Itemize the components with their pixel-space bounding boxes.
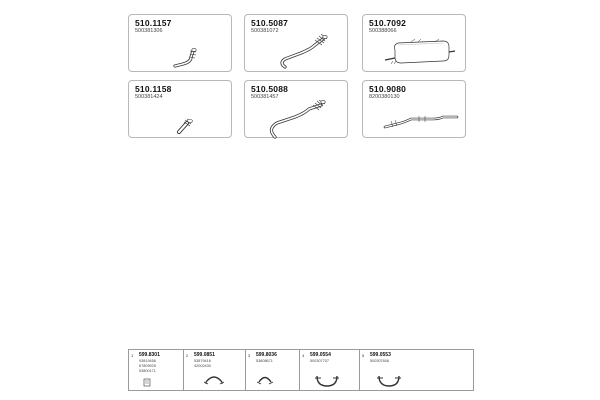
item-number: 2 (186, 353, 189, 358)
oem-number: 500381306 (135, 28, 163, 34)
accessory-code: 599.0851 (194, 352, 215, 358)
s-curve-pipe-icon (245, 81, 349, 139)
short-pipe-icon (129, 81, 233, 139)
u-clamp-icon (360, 350, 474, 390)
part-card[interactable] (362, 14, 466, 72)
accessory-ref: 42002430 (194, 364, 211, 368)
curved-pipe-icon (245, 15, 349, 73)
silencer-icon (363, 15, 467, 73)
u-clamp-icon (300, 350, 360, 390)
part-code: 510.5088 (251, 84, 289, 94)
part-card[interactable] (128, 80, 232, 138)
accessory-code: 599.0554 (310, 352, 331, 358)
part-code: 510.1158 (135, 84, 172, 94)
part-code: 510.1157 (135, 18, 172, 28)
item-number: 3 (248, 353, 251, 358)
oem-number: 500381457 (251, 94, 279, 100)
gasket-icon (129, 350, 183, 390)
accessory-code: 599.0553 (370, 352, 391, 358)
accessory-code: 599.8301 (139, 352, 160, 358)
accessory-ref: 53808671 (256, 359, 273, 363)
part-card[interactable] (244, 14, 348, 72)
clamp-icon (184, 350, 246, 390)
accessory-item[interactable] (359, 350, 473, 390)
oem-number: 500381424 (135, 94, 163, 100)
accessory-item[interactable] (245, 350, 299, 390)
accessory-ref: 500307606 (370, 359, 390, 363)
accessory-ref: 67809925 (139, 364, 156, 368)
part-code: 510.9080 (369, 84, 407, 94)
accessory-item[interactable] (299, 350, 359, 390)
accessory-code: 599.8036 (256, 352, 277, 358)
oem-number: 500381072 (251, 28, 279, 34)
accessory-ref: 93819456 (139, 359, 156, 363)
part-card[interactable] (362, 80, 466, 138)
part-code: 510.7092 (369, 18, 407, 28)
part-code: 510.5087 (251, 18, 289, 28)
accessory-item[interactable] (129, 350, 183, 390)
accessory-item[interactable] (183, 350, 245, 390)
oem-number: 500388066 (369, 28, 397, 34)
item-number: 1 (131, 353, 134, 358)
oem-number: 8200380130 (369, 94, 400, 100)
accessory-ref: 53800171 (139, 369, 156, 373)
clamp-icon (246, 350, 300, 390)
accessory-ref: 500307707 (310, 359, 330, 363)
short-bent-pipe-icon (129, 15, 233, 73)
part-card[interactable] (244, 80, 348, 138)
tail-pipe-icon (363, 81, 467, 139)
accessories-table (128, 349, 474, 391)
item-number: 5 (362, 353, 365, 358)
part-card[interactable] (128, 14, 232, 72)
item-number: 4 (302, 353, 305, 358)
accessory-ref: 53879416 (194, 359, 211, 363)
